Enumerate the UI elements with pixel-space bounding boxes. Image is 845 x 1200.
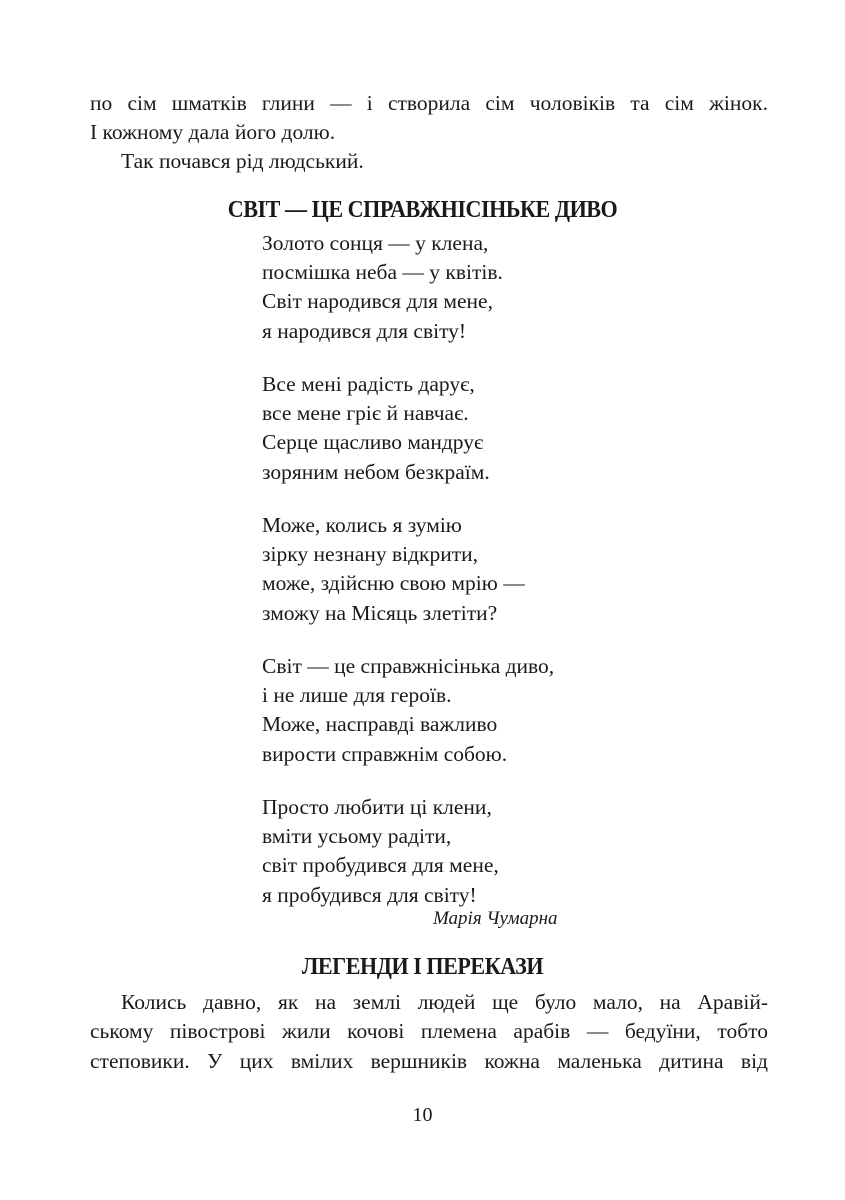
poem-line: я пробудився для світу! [262,882,477,907]
text-line: І кожному дала його долю. [90,120,336,144]
poem-line: Все мені радість дарує, [262,372,475,396]
poem-stanza [262,370,490,487]
poem-line: може, здійсню свою мрію — [262,571,525,596]
poem-line: Може, колись я зумію [262,513,462,537]
poem-line: вирости справжнім собою. [262,741,508,766]
poem-stanza [262,511,525,628]
poem-line: Світ — це справжнісінька диво, [262,654,555,678]
poem-line: зможу на Місяць злетіти? [262,600,498,625]
page-number: 10 [412,1104,433,1126]
poem-line: зірку незнану відкрити, [262,542,479,567]
poem-line: Серце щасливо мандрує [262,430,484,455]
poem-line: зоряним небом безкраїм. [262,459,490,484]
poem-line: Просто любити ці клени, [262,795,492,819]
poem-line: посмішка неба — у квітів. [262,260,503,285]
poem-stanza [262,229,503,346]
text-line: Так почався рід людський. [121,149,364,173]
poem-author: Марія Чумарна [433,908,558,929]
poem-stanza [262,793,499,910]
poem-line: все мене гріє й навчає. [262,401,469,426]
poem-line: я народився для світу! [262,318,467,343]
poem-title: СВІТ — ЦЕ СПРАВЖНІСІНЬКЕ ДИВО [227,197,618,223]
text-line: степовики. У цих вмілих вершників кожна маленька дитина від [90,1049,768,1073]
text-line: по сім шматків глини — і створила сім чоловіків та сім жінок. [90,91,768,115]
poem-line: Світ народився для мене, [262,289,493,314]
text-line: ському півострові жили кочові племена арабів — бедуїни, тобто [90,1019,768,1043]
poem-line: Золото сонця — у клена, [262,231,489,255]
section-title: ЛЕГЕНДИ І ПЕРЕКАЗИ [301,954,544,980]
poem-line: світ пробудився для мене, [262,853,499,878]
poem-line: і не лише для героїв. [262,683,452,708]
poem-stanza [262,652,554,769]
poem-line: Може, насправді важливо [262,712,498,737]
poem-line: вміти усьому радіти, [262,824,452,849]
text-line: Колись давно, як на землі людей ще було мало, на Аравій- [121,990,768,1014]
